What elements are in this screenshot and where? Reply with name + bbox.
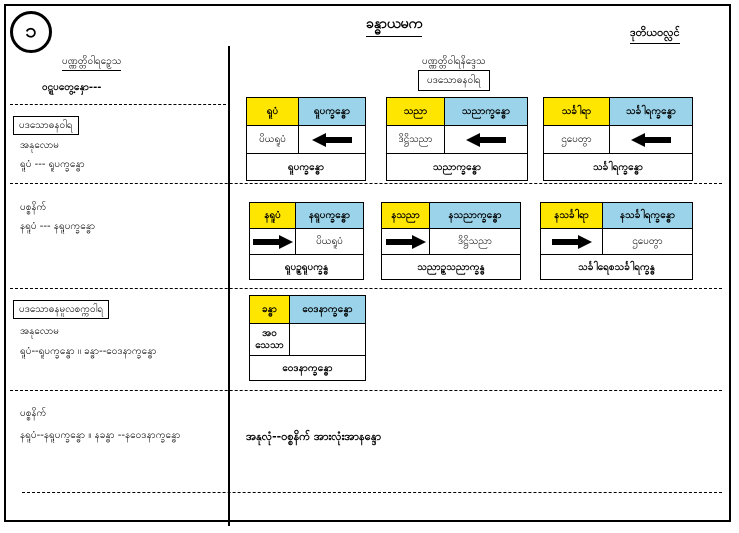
card-r3-1 xyxy=(249,295,366,381)
card-bottom-text: ရူပဉ္စရူပက္ခန္ဓ xyxy=(284,261,329,273)
section4-line1: ပစ္စနိက် xyxy=(20,408,47,419)
card-yellow-label: နသင်္ခါရာ xyxy=(541,203,603,228)
card-right-text: ဒိဋ္ဌိသညာ xyxy=(457,236,493,247)
card-blue-label: သင်္ခါရက္ခန္ဓော xyxy=(610,98,692,125)
card-mid-text: အဝ သေသာ xyxy=(250,324,290,355)
card-left-text: ဌပေတွာ xyxy=(544,126,610,153)
card-blue-label: သညာက္ခန္ဓော xyxy=(445,98,527,125)
card-empty-cell xyxy=(290,324,365,355)
separator-5 xyxy=(22,492,722,493)
column-divider xyxy=(228,46,230,526)
card-yellow-label: သင်္ခါရာ xyxy=(544,98,610,125)
section1-box: ပဒသောဓနဝါရ xyxy=(13,116,79,135)
card-yellow-label: ရူပံ xyxy=(247,98,299,125)
section3-box: ပဒသောဓနမူလစက္ကဝါရ xyxy=(13,300,109,319)
card-yellow-label: နရူပံ xyxy=(250,203,296,228)
card-left-text: ပိယရူပံ xyxy=(247,126,299,153)
section1-line2: ရူပံ --- ရူပက္ခန္ဓော xyxy=(20,159,85,170)
card-r2-1 xyxy=(249,202,364,280)
page-number: ၁ xyxy=(25,18,37,42)
section4-line2: နရူပံ--နရူပက္ခန္ဓော ။ နခန္ဓာ --နဝေဒနာက္ခန္ဓော xyxy=(20,430,181,441)
left-heading: ပဏ္ဏတ္တိဝါရဉ္ဒေသ xyxy=(62,54,121,71)
footer-line: အနုလုံ--ဝစ္စနိက် အားလုံးအာနန္ဒော xyxy=(246,430,382,443)
section2-line2: နရူပံ --- နရူပက္ခန္ဓော xyxy=(20,221,96,232)
card-yellow-label: သညာ xyxy=(387,98,445,125)
card-r1-1 xyxy=(246,97,366,181)
section2-line1: ပစ္စနိက် xyxy=(20,202,47,213)
card-yellow-label: ခန္ဓာ xyxy=(250,296,290,323)
card-blue-label: နသင်္ခါရက္ခန္ဓော xyxy=(603,203,692,228)
page-number-badge xyxy=(10,11,52,53)
right-arrow-icon xyxy=(250,229,296,254)
right-heading: ပဏ္ဏတ္တိဝါရနိဒ္ဒေသ xyxy=(422,54,486,71)
card-blue-label: ဝေဒနာက္ခန္ဓော xyxy=(290,296,365,323)
left-arrow-icon xyxy=(445,126,527,153)
separator-2 xyxy=(10,183,722,184)
card-bottom-text: သညာက္ခန္ဓော xyxy=(432,161,482,173)
card-right-text: ပိယရူပံ xyxy=(316,236,343,247)
right-heading-box: ပဒသောဓနဝါရ xyxy=(418,70,490,91)
separator-3 xyxy=(10,288,722,289)
section1-line1: အနုလောမ xyxy=(20,140,59,151)
card-r2-3 xyxy=(540,202,693,280)
separator-4 xyxy=(10,390,722,391)
left-arrow-icon xyxy=(299,126,365,153)
page-tag: ဒုတိယဝလ္လင် xyxy=(630,26,680,44)
card-bottom-text: သင်္ခါရက္ခန္ဓော xyxy=(592,161,644,173)
card-bottom-text: ဝေဒနာက္ခန္ဓော xyxy=(282,362,333,374)
card-bottom-text: ရူပက္ခန္ဓော xyxy=(287,161,325,173)
right-arrow-icon xyxy=(541,229,603,254)
left-intro: ဝဋ္ဋပတွေ့နှော--- xyxy=(42,82,102,93)
card-r1-2 xyxy=(386,97,528,181)
card-yellow-label: နသညာ xyxy=(382,203,430,228)
left-arrow-icon xyxy=(610,126,692,153)
card-blue-label: နရူပက္ခန္ဓော xyxy=(296,203,363,228)
card-r2-2 xyxy=(381,202,521,280)
card-bottom-text: သညာဉ္စသညာက္ခန္ဓ xyxy=(417,261,485,273)
card-blue-label: နသညာက္ခန္ဓော xyxy=(430,203,520,228)
card-left-text: ဒိဋ္ဌိသညာ xyxy=(387,126,445,153)
page-title: ခန္ဓာယမက xyxy=(366,14,422,37)
card-blue-label: ရူပက္ခန္ဓော xyxy=(299,98,365,125)
section3-line2: ရူပံ--ရူပက္ခန္ဓော ။ ခန္ဓာ--ဝေဒနာက္ခန္ဓော xyxy=(20,346,157,357)
card-bottom-text: သင်္ခါရေစသင်္ခါရက္ခန္ဓ xyxy=(578,261,655,273)
section3-line1: အနုလောမ xyxy=(20,326,59,337)
card-r1-3 xyxy=(543,97,693,181)
separator-1-left xyxy=(10,104,226,105)
card-right-text: ဌပေတွာ xyxy=(632,236,663,247)
right-arrow-icon xyxy=(382,229,430,254)
